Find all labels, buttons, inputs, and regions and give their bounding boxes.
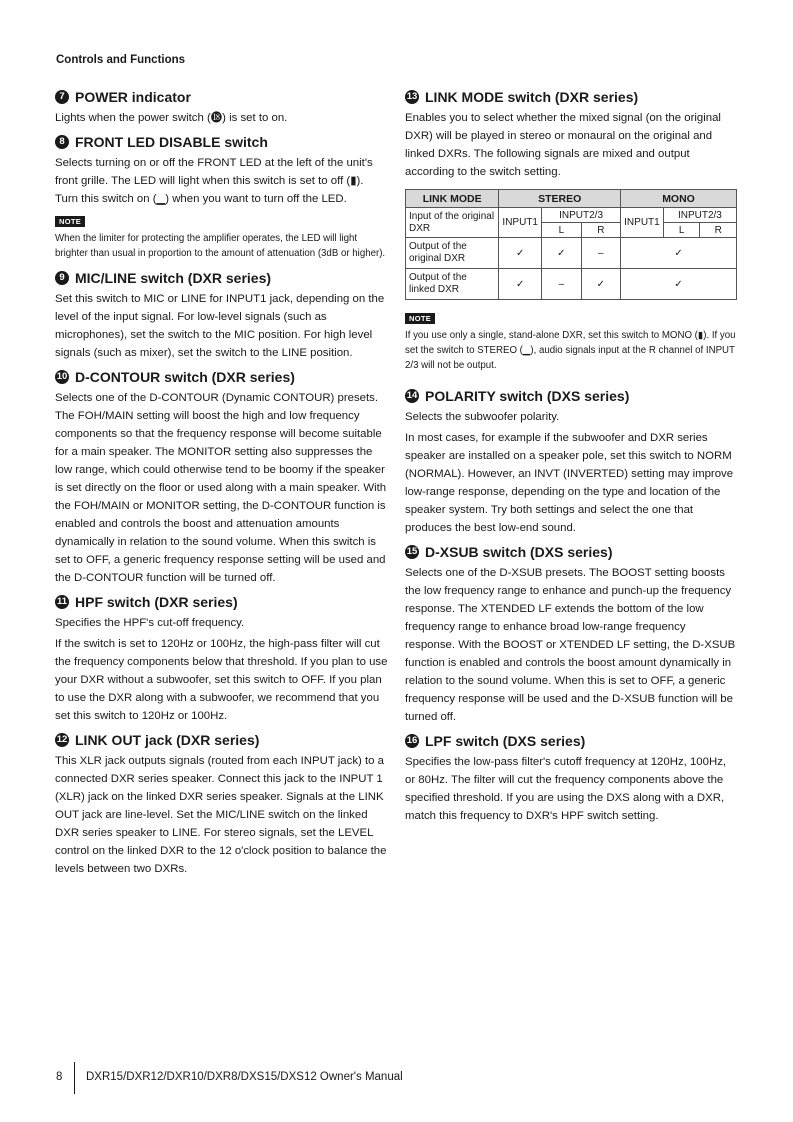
section-text: Enables you to select whether the mixed signal (on the original DXR) will be played in stereo or monaural on the original and linked DXRs. The following signals are mixed and output according to the switch setting.	[405, 112, 721, 178]
note-badge: NOTE	[405, 313, 435, 324]
table-header-link-mode: LINK MODE	[406, 190, 499, 208]
section-title: POLARITY switch (DXS series)	[425, 388, 630, 404]
section-text: Specifies the low-pass filter's cutoff frequency at 120Hz, 100Hz, or 80Hz. The filter will cut the frequency components above the specified threshold. If you are using the DXS along with a DXR, match this frequency to DXR's HPF switch setting.	[405, 756, 727, 822]
table-cell-value: ✓	[621, 238, 737, 269]
table-cell-l-stereo: L	[542, 223, 581, 238]
section-number-badge: 10	[56, 371, 68, 382]
section-text: Specifies the HPF's cut-off frequency.	[55, 617, 245, 629]
page-header: Controls and Functions	[56, 54, 186, 66]
section-text: Lights when the power switch (⓲) is set to on.	[55, 112, 288, 124]
section-title: D-XSUB switch (DXS series)	[425, 544, 613, 560]
section-power-indicator	[55, 88, 388, 127]
section-link-mode-switch	[405, 88, 738, 373]
table-cell-input1-mono: INPUT1	[621, 208, 664, 238]
link-mode-table	[405, 189, 737, 300]
table-cell-value: ✓	[581, 269, 620, 300]
section-text: Set this switch to MIC or LINE for INPUT1 jack, depending on the level of the input signal. For low-level signals (such as microphones), set the switch to the MIC position. For high level signals (such as mixer), set the switch to the LINE position.	[55, 293, 385, 359]
note-badge: NOTE	[55, 216, 85, 227]
section-front-led-disable	[55, 133, 388, 261]
table-cell-value: –	[581, 238, 620, 269]
section-number-badge: 7	[55, 90, 69, 104]
section-d-contour-switch	[55, 368, 388, 587]
table-cell-value: ✓	[499, 238, 542, 269]
table-row-label: Output of the original DXR	[406, 238, 499, 269]
section-number-badge: 11	[56, 596, 68, 607]
section-hpf-switch	[55, 593, 388, 725]
table-header-stereo: STEREO	[499, 190, 621, 208]
section-number-badge: 13	[406, 91, 418, 102]
section-number-badge: 12	[56, 734, 68, 745]
left-column	[55, 88, 388, 884]
section-title: LPF switch (DXS series)	[425, 733, 586, 749]
section-number-badge: 9	[55, 271, 69, 285]
section-title: POWER indicator	[75, 89, 191, 105]
section-d-xsub-switch	[405, 543, 738, 726]
footer-manual-title: DXR15/DXR12/DXR10/DXR8/DXS15/DXS12 Owner's Manual	[86, 1071, 403, 1083]
section-number-badge: 16	[406, 735, 418, 746]
section-polarity-switch	[405, 387, 738, 537]
section-title: D-CONTOUR switch (DXR series)	[75, 369, 295, 385]
table-cell-r-mono: R	[700, 223, 737, 238]
section-number-badge: 8	[55, 135, 69, 149]
note-text: When the limiter for protecting the amplifier operates, the LED will light brighter than usual in proportion to the amount of attenuation (3dB or higher).	[55, 233, 386, 259]
table-header-mono: MONO	[621, 190, 737, 208]
section-title: LINK MODE switch (DXR series)	[425, 89, 639, 105]
section-text: Selects turning on or off the FRONT LED at the left of the unit's front grille. The LED will light when this switch is set to off (▮). Turn this switch on (▁) when you want to turn off the LED.	[55, 157, 373, 205]
section-title: MIC/LINE switch (DXR series)	[75, 270, 272, 286]
table-cell-l-mono: L	[663, 223, 700, 238]
section-mic-line-switch	[55, 269, 388, 362]
section-title: HPF switch (DXR series)	[75, 594, 238, 610]
section-text: In most cases, for example if the subwoofer and DXR series speaker are installed on a speaker pole, set this switch to NORM (NORMAL). However, an INVT (INVERTED) setting may improve low-range response, depending on the type and location of the speaker system. Try both settings and select the one that produces the best low-end sound.	[405, 432, 734, 534]
section-title: FRONT LED DISABLE switch	[75, 134, 268, 150]
section-number-badge: 14	[406, 390, 418, 401]
table-cell-value: ✓	[499, 269, 542, 300]
section-lpf-switch	[405, 732, 738, 825]
table-row-label: Output of the linked DXR	[406, 269, 499, 300]
section-text: If the switch is set to 120Hz or 100Hz, the high-pass filter will cut the frequency components below that threshold. If you plan to use your DXR without a subwoofer, set this switch to OFF. If you plan to use the DXR along with a subwoofer, we recommend that you set this switch to 120Hz or 100Hz.	[55, 638, 388, 722]
table-cell-value: ✓	[542, 238, 581, 269]
right-column	[405, 88, 738, 831]
table-cell-input23-mono: INPUT2/3	[663, 208, 736, 223]
table-cell-input23-stereo: INPUT2/3	[542, 208, 621, 223]
page-number: 8	[56, 1071, 63, 1083]
table-row-label: Input of the original DXR	[406, 208, 499, 238]
table-cell-value: ✓	[621, 269, 737, 300]
footer-divider	[74, 1062, 75, 1094]
table-cell-value: –	[542, 269, 581, 300]
section-text: Selects the subwoofer polarity.	[405, 411, 560, 423]
section-text: Selects one of the D-CONTOUR (Dynamic CONTOUR) presets. The FOH/MAIN setting will boost the high and low frequency components so that the frequency response will become suitable for a main speaker. The MONITOR setting also suppresses the low range, which could otherwise tend to be boomy if the speaker is set directly on the floor or used along with a main speaker. With the FOH/MAIN or MONITOR setting, the D-CONTOUR function is enabled and controls the boost and attenuation amounts dynamically in relation to the sound volume. When this switch is set to OFF, a generic frequency response setting will be used and the D-CONTOUR function will be turned off.	[55, 392, 387, 584]
section-title: LINK OUT jack (DXR series)	[75, 732, 260, 748]
table-cell-input1-stereo: INPUT1	[499, 208, 542, 238]
note-text: If you use only a single, stand-alone DXR, set this switch to MONO (▮). If you set the switch to STEREO (▁), audio signals input at the R channel of INPUT 2/3 will not be output.	[405, 330, 736, 371]
table-cell-r-stereo: R	[581, 223, 620, 238]
section-text: Selects one of the D-XSUB presets. The BOOST setting boosts the low frequency range to enhance and punch-up the frequency response. The XTENDED LF extends the bottom of the low frequency range to enhance broad low-range frequency response. With the BOOST or XTENDED LF setting, the D-XSUB function is enabled and controls the boost amount dynamically in relation to the sound volume. When this is set to OFF, a generic frequency response will be used and the D-XSUB function will be turned off.	[405, 567, 736, 723]
section-link-out-jack	[55, 731, 388, 878]
section-number-badge: 15	[406, 546, 418, 557]
section-text: This XLR jack outputs signals (routed from each INPUT jack) to a connected DXR series speaker. Connect this jack to the INPUT 1 (XLR) jack on the linked DXR series speaker. Signals at the LINK OUT jack are line-level. Set the MIC/LINE switch on the linked DXR series speaker to LINE. For stereo signals, set the LEVEL control on the linked DXR to the 12 o'clock position to balance the levels between two DXRs.	[55, 755, 387, 875]
